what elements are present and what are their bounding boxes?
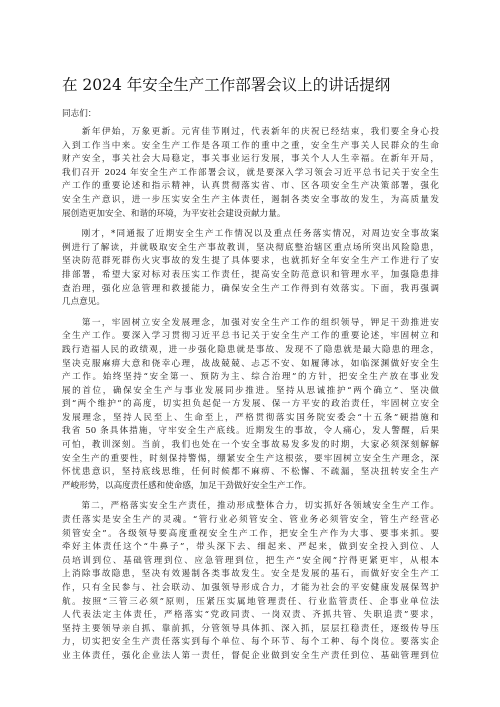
paragraph [62,126,439,221]
document-title: 在 2024 年安全生产工作部署会议上的讲话提纲 [62,76,391,94]
text-line: 财产安全，事关社会大局稳定，事关事业运行发展，事关个人人生幸福。在新年开局， [62,154,439,165]
text-line: 践行造福人民的政绩观，进一步强化隐患就是事故、发现不了隐患就是最大隐患的理念， [62,344,439,355]
text-line: 第二，严格落实安全生产责任，推动形成整体合力，切实抓好各领域安全生产工作。 [62,501,439,512]
text-line: 航。按照“三管三必须”原则，压紧压实属地管理责任、行业监管责任、企事业单位法 [62,596,439,607]
text-line: 几点意见。 [62,297,105,308]
paragraph [62,228,439,310]
text-line: 作，只有全民参与、社会联动、加强领导形成合力，才能为社会的平安健康发展保驾护 [62,583,439,593]
text-line: 产工作的重要论述和指示精神，认真贯彻落实省、市、区各项安全生产决策部署，强化 [62,181,439,192]
text-line: 牵好主体责任这个“牛鼻子”，带头深下去、细起来、严起来，做到安全投入到位、人 [62,542,439,553]
text-line: 业主体责任，强化企业法人第一责任，督促企业做到安全生产责任到位、基础管理到位 [62,650,439,661]
text-line: 坚持主要领导亲自抓、靠前抓，分管领导具体抓、深入抓，层层扛稳责任，逐级传导压 [62,623,439,634]
salutation: 同志们： [62,109,97,119]
text-line: 坚决克服麻痹大意和侥幸心理，战战兢兢、忐忑不安、如履薄冰，如临深渊做好安全生 [62,358,439,369]
text-line: 须管安全”。各级领导要高度重视安全生产工作，把安全生产作为大事、要事来抓。要 [62,528,439,539]
text-line: 到“两个维护”的高度，切实担负起促一方发展、保一方平安的政治责任，牢固树立安全 [62,399,439,410]
text-line: 刚才，*同通报了近期安全生产工作情况以及重点任务落实情况，对周边安全事故案 [62,229,439,240]
paragraph [62,317,439,494]
text-line: 展创造更加安全、和谐的环境，为平安社会建设贡献力量。 [62,208,286,219]
text-line: 力，切实把安全生产责任落实到每个单位、每个环节、每个工种、每个岗位。要落实企 [62,637,439,648]
text-line: 上消除事故隐患，坚决有效遏制各类事故发生。安全是发展的基石，而做好安全生产工 [62,569,439,580]
text-line: 发展理念，坚持人民至上、生命至上，严格贯彻落实国务院安委会“十五条”硬措施和 [62,412,439,423]
text-line: 严峻形势，以高度责任感和使命感，加足干劲做好安全生产工作。 [62,480,312,491]
text-line: 入到工作当中来。安全生产工作是各项工作的重中之重，安全生产事关人民群众的生命 [62,140,439,151]
text-line: 我省 50 条具体措施，守牢安全生产底线。近期发生的事故，令人痛心，发人警醒，后果 [62,426,439,437]
text-line: 排部署，希望大家对标对表压实工作责任，提高安全防范意识和管理水平，加强隐患排 [62,269,439,280]
text-line: 安全生产意识，进一步压实安全生产主体责任，遏制各类安全事故的发生，为高质量发 [62,194,439,205]
document-body [62,126,439,671]
text-line: 人代表法定主体责任，严格落实“党政同责、一岗双责、齐抓共管、失职追责”要求， [62,610,439,621]
text-line: 查治理，强化应急管理和救援能力，确保安全生产工作得到有效落实。下面，我再强调 [62,283,439,294]
text-line: 产工作。始终坚持“安全第一、预防为主、综合治理”的方针，把安全生产放在事业发 [62,372,439,383]
text-line: 全生产工作。要深入学习贯彻习近平总书记关于安全生产工作的重要论述，牢固树立和 [62,331,439,342]
text-line: 责任落实是安全生产的灵魂。“管行业必须管安全、管业务必须管安全，管生产经营必 [62,515,439,526]
paragraph [62,500,439,663]
text-line: 展的首位，确保安全生产与事业发展同步推进。坚持从思诚推护“两个确立”、坚决做 [62,385,439,396]
text-line: 第一，牢固树立安全发展理念，加强对安全生产工作的组织领导，钾足干劲推进安 [62,317,439,328]
text-line: 可怕，教训深刻。当前，我们也处在一个安全事故易发多发的时期，大家必须深刻解解 [62,440,439,451]
text-line: 我们召开 2024 年安全生产工作部署会议，就是要深入学习领会习近平总书记关于安全生 [62,167,439,178]
text-line: 新年伊始，万象更新。元宵佳节刚过，代表新年的庆祝已经结束，我们要全身心投 [62,127,439,137]
text-line: 安全生产的重要性，时刻保持警惕，绷紧安全生产这根弦，要牢固树立安全生产理念，深 [62,453,439,464]
text-line: 员培训到位、基础管理到位、应急管理到位，把生产“安全阀”拧得更紧更牢，从根本 [62,555,439,566]
text-line: 怀忧患意识，坚持底线思维，任何时候都不麻痹、不松懈、不疏漏，坚决扭转安全生产 [62,467,439,478]
text-line: 例进行了解读，并就吸取安全生产事故教训，坚决彻底整治辖区重点场所突出风险隐患， [62,242,439,253]
text-line: 坚决防范群死群伤火灾事故的发生提了具体要求，也就抓好全年安全生产工作进行了安 [62,256,439,267]
